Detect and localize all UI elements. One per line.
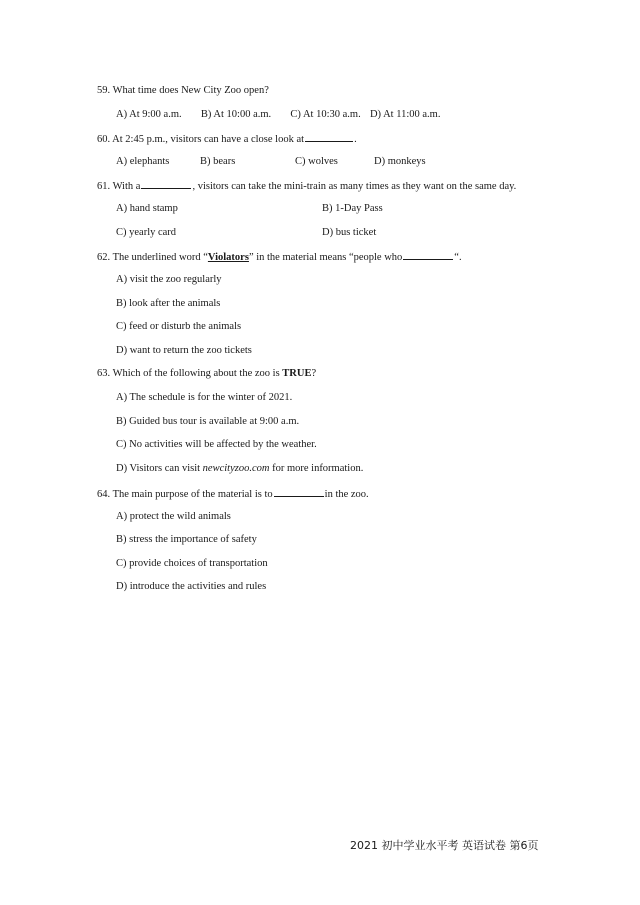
option-b: B) bears (200, 156, 236, 167)
underlined-word: Violators (207, 252, 249, 263)
question-stem: Which of the following about the zoo is (112, 368, 283, 379)
question-62 (97, 249, 462, 265)
option-d-text: D) Visitors can visit (116, 463, 203, 474)
option-c: C) At 10:30 a.m. (290, 109, 361, 120)
option-d: D) introduce the activities and rules (116, 581, 267, 592)
option-b: B) look after the animals (116, 298, 221, 309)
question-stem: At 2:45 p.m., visitors can have a close look at (112, 134, 305, 145)
option-a: A) protect the wild animals (116, 511, 231, 522)
question-59 (97, 84, 269, 98)
question-stem: With a (112, 181, 141, 192)
option-c: C) No activities will be affected by the weather. (116, 439, 317, 450)
question-stem-end: “. (454, 252, 462, 263)
question-64 (97, 486, 369, 502)
option-a: A) visit the zoo regularly (116, 274, 222, 285)
option-c: C) wolves (295, 156, 338, 167)
answer-blank (141, 178, 191, 189)
option-b: B) Guided bus tour is available at 9:00 a.m. (116, 416, 300, 427)
option-d: D) At 11:00 a.m. (369, 109, 441, 120)
zoo-website: newcityzoo.com (202, 463, 270, 474)
option-d: D) monkeys (374, 156, 426, 167)
answer-blank (274, 486, 324, 497)
question-stem: The underlined word “ (112, 252, 208, 263)
page-footer: 2021 初中学业水平考 英语试卷 第6页 (350, 839, 539, 852)
question-number: 63. (97, 368, 111, 379)
option-a: A) At 9:00 a.m. (116, 109, 182, 120)
emphasis-word: TRUE (282, 368, 312, 379)
option-d: D) bus ticket (322, 227, 377, 238)
option-d-text-end: for more information. (269, 463, 364, 474)
option-c: C) yearly card (116, 227, 177, 238)
question-stem: What time does New City Zoo open? (112, 85, 269, 96)
question-61 (97, 178, 516, 194)
question-number: 59. (97, 85, 111, 96)
question-number: 60. (97, 134, 111, 145)
answer-blank (403, 249, 453, 260)
question-stem-end: in the zoo. (324, 489, 369, 500)
option-c: C) provide choices of transportation (116, 558, 268, 569)
option-b: B) stress the importance of safety (116, 534, 257, 545)
question-stem-end: ? (311, 368, 317, 379)
option-d: D) want to return the zoo tickets (116, 345, 252, 356)
question-63 (97, 367, 316, 381)
option-c: C) feed or disturb the animals (116, 321, 242, 332)
answer-blank (305, 131, 353, 142)
option-a: A) hand stamp (116, 203, 178, 214)
question-number: 64. (97, 489, 111, 500)
question-number: 62. (97, 252, 111, 263)
question-60 (97, 131, 357, 147)
option-d (116, 462, 363, 476)
question-stem: The main purpose of the material is to (112, 489, 273, 500)
question-stem-end: , visitors can take the mini-train as many times as they want on the same day. (192, 181, 517, 192)
question-stem-end: . (354, 134, 357, 145)
option-b: B) At 10:00 a.m. (200, 109, 272, 120)
option-row (116, 108, 440, 122)
question-stem-mid: ” in the material means “people who (248, 252, 403, 263)
option-a: A) The schedule is for the winter of 2021. (116, 392, 293, 403)
option-b: B) 1-Day Pass (322, 203, 383, 214)
question-number: 61. (97, 181, 111, 192)
option-a: A) elephants (116, 156, 170, 167)
